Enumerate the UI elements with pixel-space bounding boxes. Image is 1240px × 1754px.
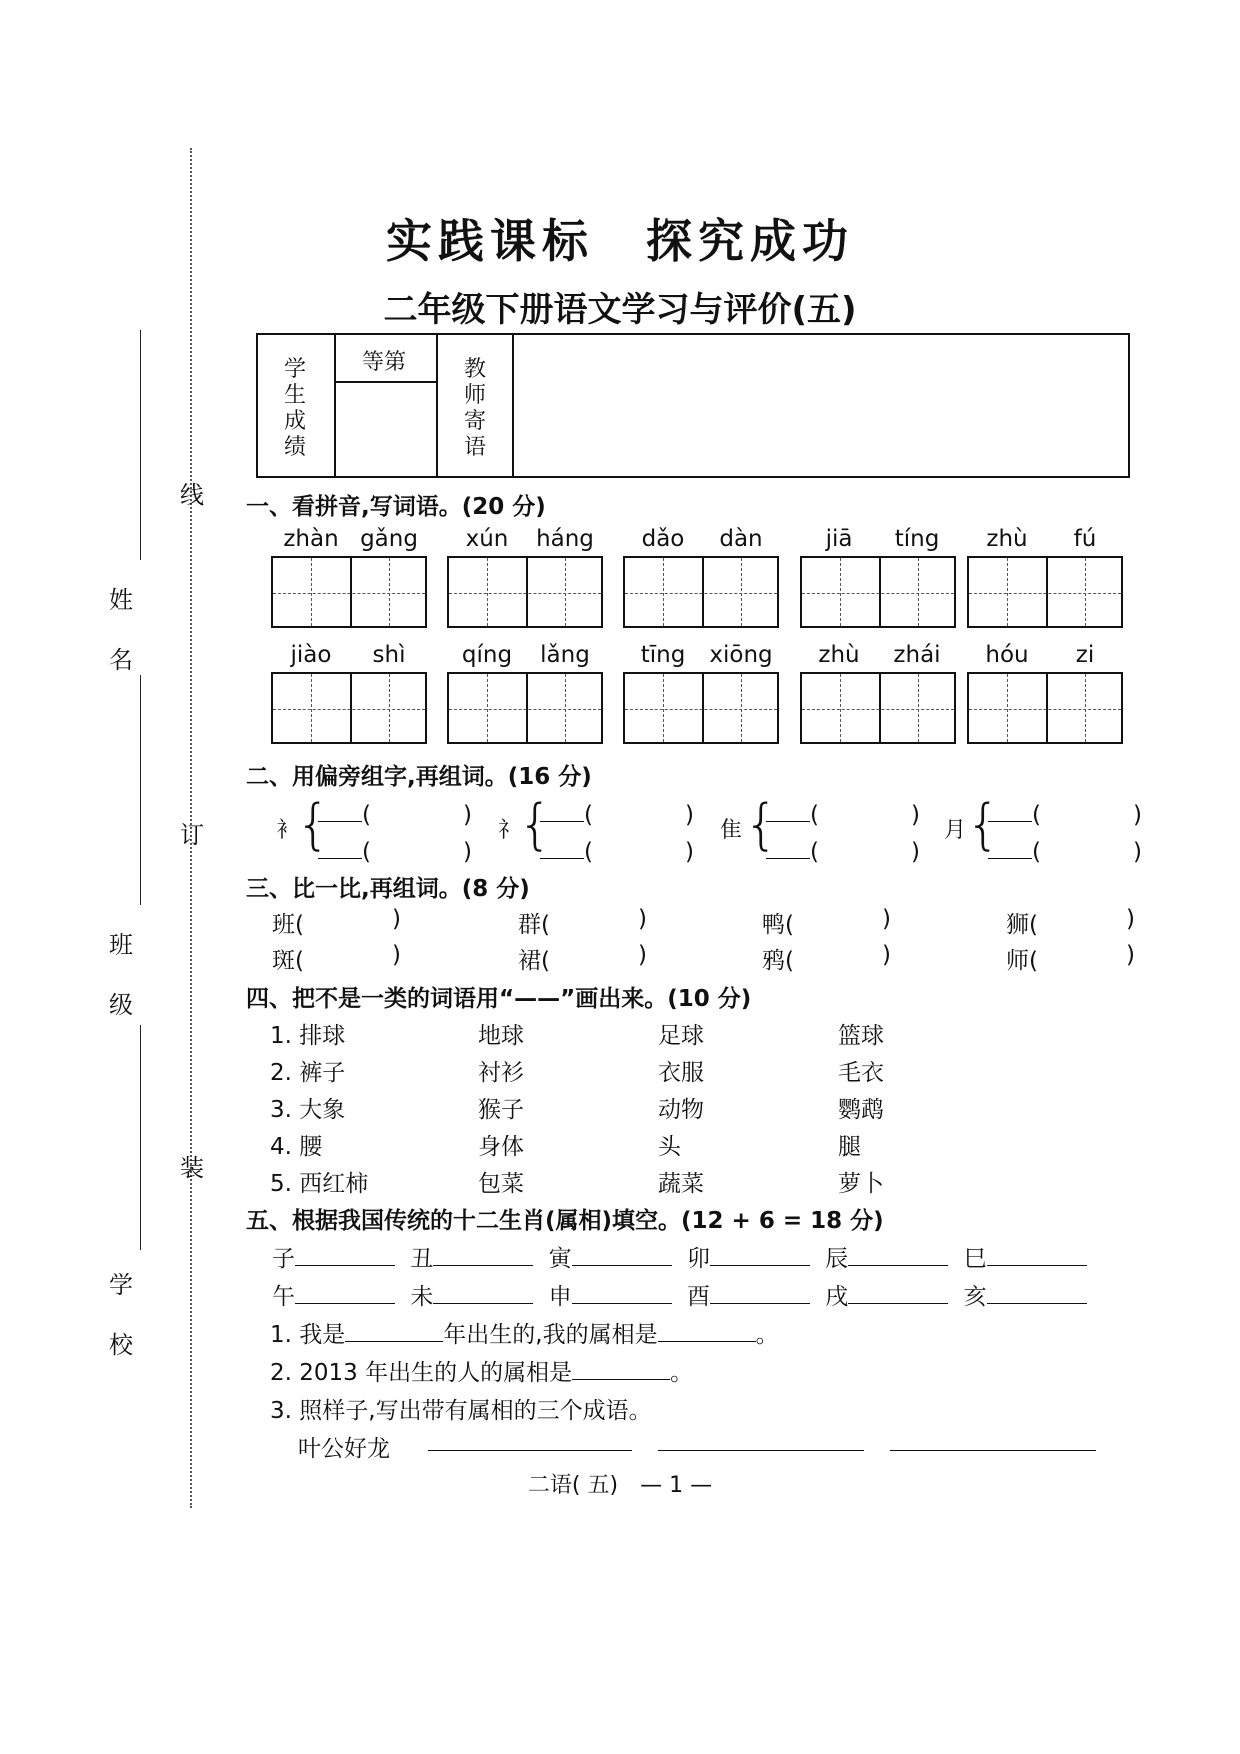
pinyin: jiào <box>290 642 332 668</box>
blank-line[interactable]: ( ) <box>988 833 1142 866</box>
writing-grid[interactable] <box>447 672 603 744</box>
writing-grid[interactable] <box>800 556 956 628</box>
compare-close: ) <box>1126 942 1135 968</box>
compare-close: ) <box>392 942 401 968</box>
zodiac-blank[interactable] <box>572 1281 672 1304</box>
compare-close: ) <box>638 942 647 968</box>
pinyin: zhái <box>893 642 941 668</box>
word-item[interactable]: 1. 排球 <box>270 1023 346 1049</box>
zodiac-sign-blank[interactable] <box>658 1319 756 1342</box>
compare-item: 师( <box>1006 948 1038 974</box>
writing-grid[interactable] <box>967 556 1123 628</box>
zodiac-blank[interactable] <box>987 1243 1087 1266</box>
compare-item: 鸦( <box>762 948 794 974</box>
zodiac-blank[interactable] <box>710 1243 810 1266</box>
pinyin: zhù <box>818 642 860 668</box>
word-item[interactable]: 衬衫 <box>478 1060 524 1086</box>
word-item[interactable]: 腿 <box>838 1134 861 1160</box>
compare-close: ) <box>638 906 647 932</box>
zodiac-blank[interactable] <box>848 1281 948 1304</box>
blank-line[interactable]: ( ) <box>540 833 694 866</box>
zodiac-blank[interactable] <box>295 1281 395 1304</box>
example-idiom: 叶公好龙 <box>298 1436 390 1462</box>
pinyin: fú <box>1073 526 1097 552</box>
idiom-blank-3[interactable] <box>890 1450 1096 1451</box>
pinyin: háng <box>536 526 594 552</box>
writing-grid[interactable] <box>800 672 956 744</box>
pinyin: tīng <box>640 642 686 668</box>
blank-line[interactable]: ( ) <box>988 796 1142 829</box>
compare-close: ) <box>882 942 891 968</box>
name-write-line[interactable] <box>140 330 141 560</box>
word-item[interactable]: 篮球 <box>838 1023 884 1049</box>
name-label: 姓 名 <box>109 586 133 674</box>
zodiac-row-2: 午 未 申 酉 戌 亥 <box>272 1278 1087 1311</box>
compare-item: 斑( <box>272 948 304 974</box>
word-item[interactable]: 衣服 <box>658 1060 704 1086</box>
section-3-heading: 三、比一比,再组词。(8 分) <box>246 876 530 902</box>
pinyin: zhù <box>986 526 1028 552</box>
pinyin: zi <box>1075 642 1095 668</box>
writing-grid[interactable] <box>447 556 603 628</box>
pinyin: lǎng <box>540 642 590 668</box>
writing-grid[interactable] <box>623 672 779 744</box>
pinyin: jiā <box>825 526 853 552</box>
pinyin: dàn <box>719 526 763 552</box>
writing-grid[interactable] <box>967 672 1123 744</box>
school-write-line[interactable] <box>140 1025 141 1250</box>
class-label: 班 级 <box>109 931 133 1019</box>
idiom-blank-1[interactable] <box>428 1450 632 1451</box>
pinyin: hóu <box>985 642 1029 668</box>
compare-item: 班( <box>272 912 304 938</box>
word-item[interactable]: 3. 大象 <box>270 1097 346 1123</box>
radical-zhui: 隹 <box>720 818 743 843</box>
compare-close: ) <box>1126 906 1135 932</box>
section-1-heading: 一、看拼音,写词语。(20 分) <box>246 494 546 520</box>
teacher-comment-input[interactable] <box>514 335 1128 476</box>
zodiac-blank[interactable] <box>987 1281 1087 1304</box>
teacher-comment-label: 教 师 寄 语 <box>463 357 486 460</box>
word-item[interactable]: 地球 <box>478 1023 524 1049</box>
compare-item: 裙( <box>518 948 550 974</box>
pinyin: gǎng <box>360 526 418 552</box>
birth-year-blank[interactable] <box>345 1319 443 1342</box>
compare-item: 鸭( <box>762 912 794 938</box>
score-table <box>256 333 1130 478</box>
radical-yi: 衤 <box>276 818 299 843</box>
pinyin: shì <box>372 642 406 668</box>
word-item[interactable]: 动物 <box>658 1097 704 1123</box>
zodiac-blank[interactable] <box>572 1243 672 1266</box>
binding-char-ding: 订 <box>180 821 204 849</box>
word-item[interactable]: 身体 <box>478 1134 524 1160</box>
zodiac-blank[interactable] <box>295 1243 395 1266</box>
word-item[interactable]: 鹦鹉 <box>838 1097 884 1123</box>
section-5-heading: 五、根据我国传统的十二生肖(属相)填空。(12 + 6 = 18 分) <box>246 1208 884 1234</box>
radical-shi: 礻 <box>498 818 521 843</box>
blank-line[interactable]: ( ) <box>766 833 920 866</box>
zodiac-row-1: 子 丑 寅 卯 辰 巳 <box>272 1240 1087 1273</box>
class-write-line[interactable] <box>140 675 141 905</box>
writing-grid[interactable] <box>623 556 779 628</box>
word-item[interactable]: 萝卜 <box>838 1171 884 1197</box>
school-label: 学 校 <box>109 1271 133 1359</box>
pinyin: xiōng <box>709 642 773 668</box>
word-item[interactable]: 5. 西红柿 <box>270 1171 369 1197</box>
page-subtitle: 二年级下册语文学习与评价(五) <box>383 290 857 330</box>
question-1: 1. 我是 年出生的,我的属相是 。 <box>270 1316 779 1349</box>
compare-close: ) <box>392 906 401 932</box>
page-footer: 二语( 五) — 1 — <box>527 1473 713 1498</box>
word-item[interactable]: 蔬菜 <box>658 1171 704 1197</box>
grade-label: 等第 <box>362 350 407 375</box>
pinyin: zhàn <box>283 526 339 552</box>
word-item[interactable]: 包菜 <box>478 1171 524 1197</box>
zodiac-blank[interactable] <box>710 1281 810 1304</box>
page-title: 实践课标 探究成功 <box>386 214 854 268</box>
word-item[interactable]: 猴子 <box>478 1097 524 1123</box>
zodiac-blank[interactable] <box>433 1243 533 1266</box>
zodiac-blank[interactable] <box>848 1243 948 1266</box>
question-2: 2. 2013 年出生的人的属相是 。 <box>270 1354 693 1387</box>
compare-item: 狮( <box>1006 912 1038 938</box>
pinyin: tíng <box>894 526 940 552</box>
compare-close: ) <box>882 906 891 932</box>
blank-line[interactable]: ( ) <box>318 796 472 829</box>
pinyin: dǎo <box>641 526 685 552</box>
binding-char-zhuang: 装 <box>180 1154 204 1182</box>
pinyin: xún <box>465 526 509 552</box>
compare-item: 群( <box>518 912 550 938</box>
blank-line[interactable]: ( ) <box>766 796 920 829</box>
radical-yue: 月 <box>944 818 967 843</box>
word-item[interactable]: 毛衣 <box>838 1060 884 1086</box>
idiom-blank-2[interactable] <box>658 1450 864 1451</box>
binding-char-xian: 线 <box>180 481 204 509</box>
word-item[interactable]: 头 <box>658 1134 681 1160</box>
pinyin: qíng <box>461 642 513 668</box>
writing-grid[interactable] <box>271 556 427 628</box>
blank-line[interactable]: ( ) <box>318 833 472 866</box>
word-item[interactable]: 2. 裤子 <box>270 1060 346 1086</box>
zodiac-blank[interactable] <box>433 1281 533 1304</box>
writing-grid[interactable] <box>271 672 427 744</box>
grade-input[interactable] <box>336 383 436 476</box>
word-item[interactable]: 足球 <box>658 1023 704 1049</box>
student-score-label: 学 生 成 绩 <box>283 357 306 460</box>
question-3: 3. 照样子,写出带有属相的三个成语。 <box>270 1398 652 1424</box>
blank-line[interactable]: ( ) <box>540 796 694 829</box>
section-4-heading: 四、把不是一类的词语用“——”画出来。(10 分) <box>246 986 752 1012</box>
word-item[interactable]: 4. 腰 <box>270 1134 323 1160</box>
zodiac-2013-blank[interactable] <box>572 1357 670 1380</box>
section-2-heading: 二、用偏旁组字,再组词。(16 分) <box>246 764 592 790</box>
